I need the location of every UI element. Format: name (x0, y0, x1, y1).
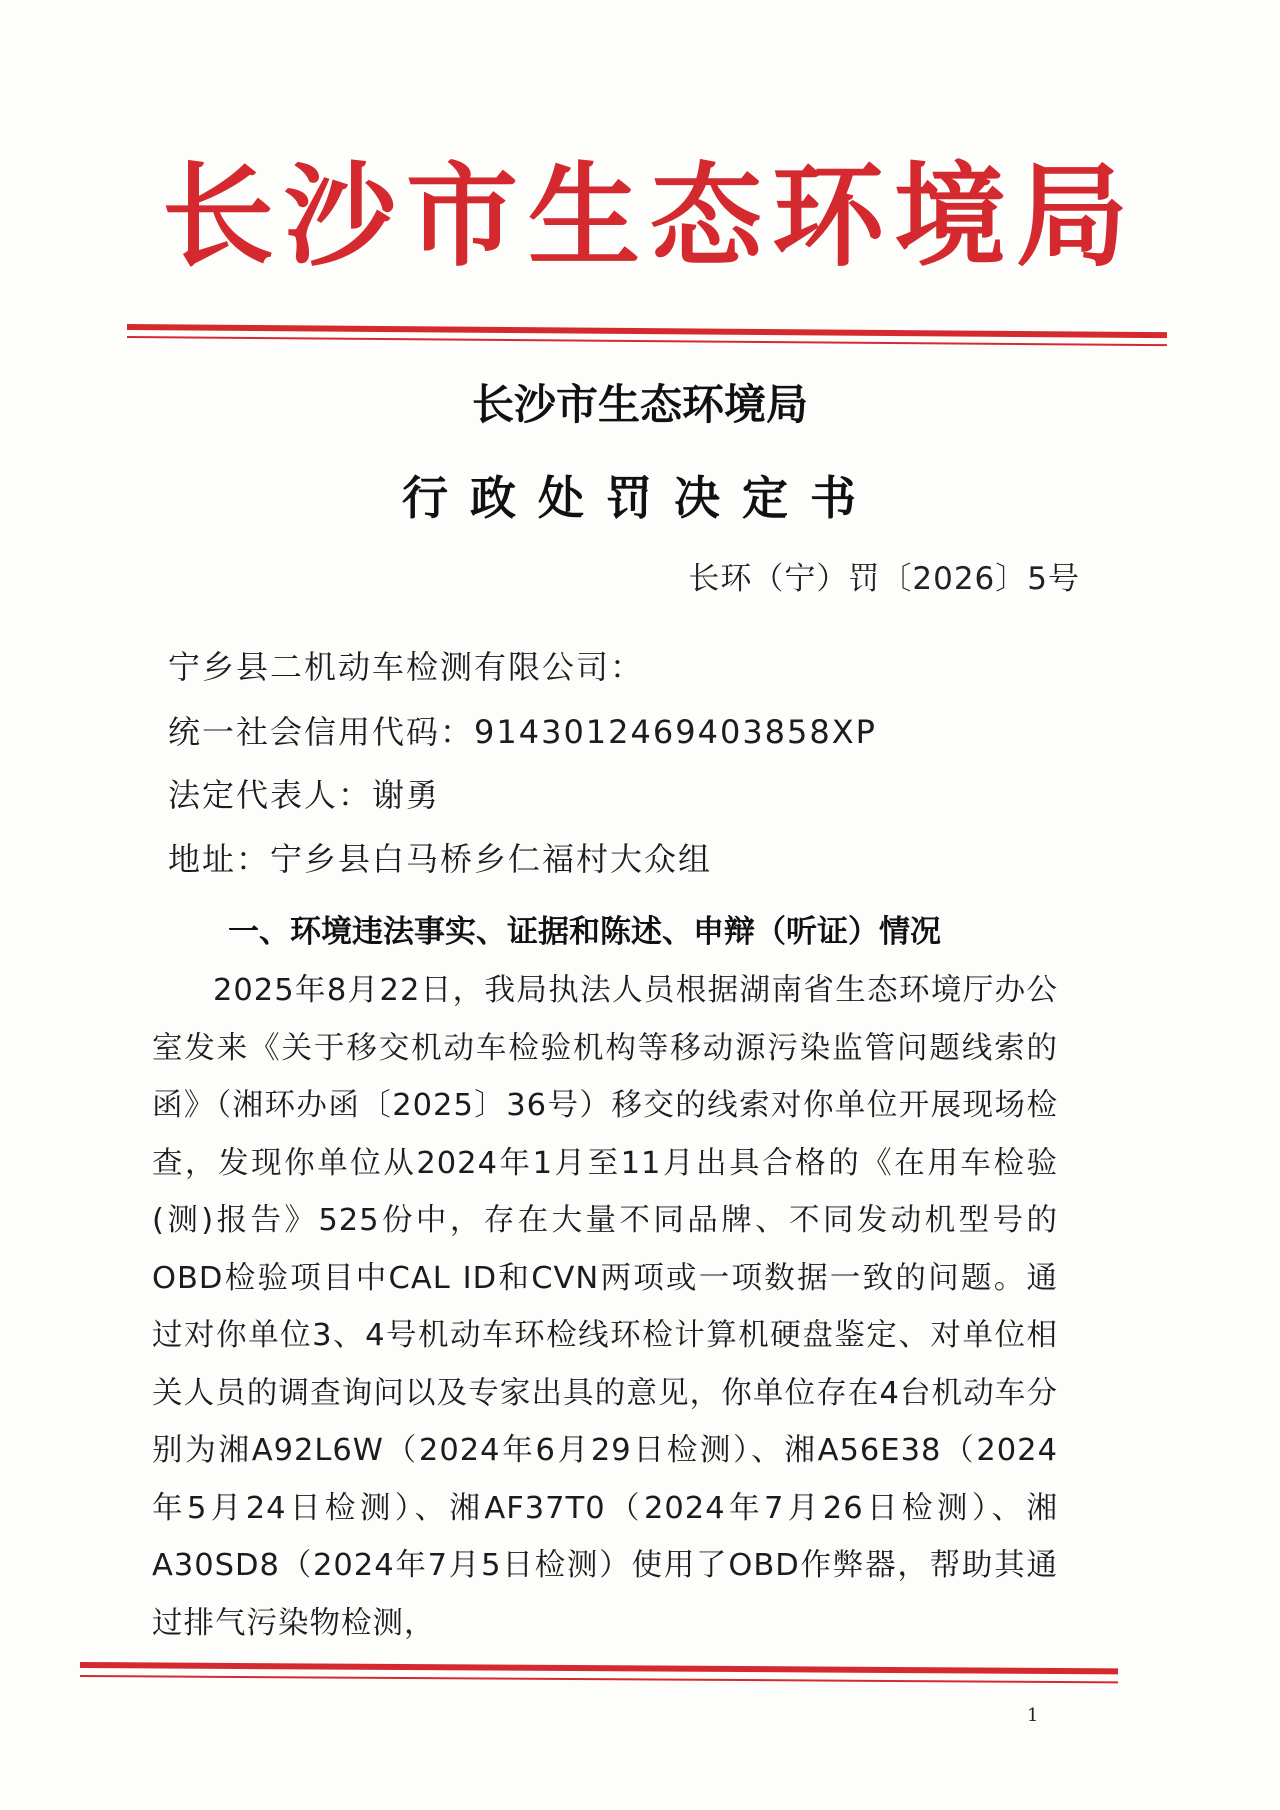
document-title: 行政处罚决定书 (402, 471, 878, 525)
masthead-rule-thick (127, 324, 1167, 338)
party-address: 地址：宁乡县白马桥乡仁福村大众组 (168, 840, 713, 878)
footer-rule-thick (80, 1662, 1118, 1674)
issuer-title: 长沙市生态环境局 (471, 380, 808, 429)
masthead-title: 长沙市生态环境局 (162, 151, 1138, 282)
page-number: 1 (1027, 1705, 1039, 1726)
document-number: 长环（宁）罚〔2026〕5号 (688, 561, 1080, 597)
section-heading: 一、环境违法事实、证据和陈述、申辩（听证）情况 (228, 914, 941, 950)
credit-code: 统一社会信用代码：9143012469403858XP (168, 713, 877, 751)
body-paragraph: 2025年8月22日，我局执法人员根据湖南省生态环境厅办公室发来《关于移交机动车检验机构等移动源污染监管问题线索的函》（湘环办函〔2025〕36号）移交的线索对你单位开展现场检查，发现你单位从2024年1月至11月出具合格的《在用车检验(测)报告》525份中，存在大量不同品牌、不同发动机型号的OBD检验项目中CAL ID和CVN两项或一项数据一致的问题。通过对你单位3、4号机动车环检线环检计算机硬盘鉴定、对单位相关人员的调查询问以及专家出具的意见，你单位存在4台机动车分别为湘A92L6W（2024年6月29日检测）、湘A56E38（2024年5月24日检测）、湘AF37T0（2024年7月26日检测）、湘A30SD8（2024年7月5日检测）使用了OBD作弊器，帮助其通过排气污染物检测， (152, 973, 1058, 1641)
legal-representative: 法定代表人：谢勇 (168, 776, 441, 814)
footer-rule-thin (80, 1675, 1118, 1683)
masthead-rule-thin (127, 336, 1167, 346)
party-name: 宁乡县二机动车检测有限公司： (168, 648, 645, 686)
